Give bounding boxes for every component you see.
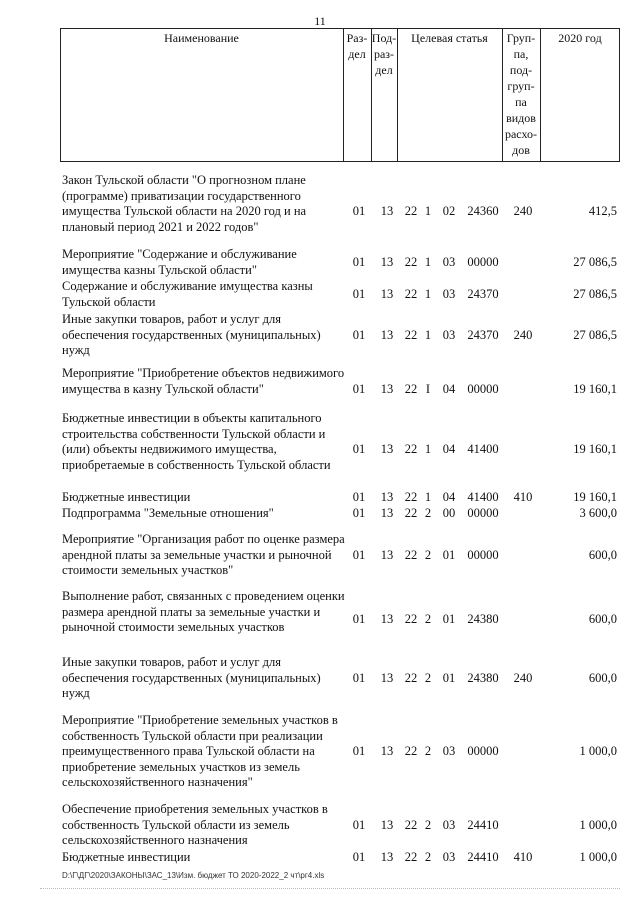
header-razdel: Раз- дел [346, 31, 368, 61]
row-a: 22 [404, 744, 418, 758]
row-c: 04 [442, 490, 456, 504]
row-c: 01 [442, 612, 456, 626]
row-a: 22 [404, 328, 418, 342]
row-d: 00000 [467, 382, 499, 396]
row-c: 03 [442, 255, 456, 269]
row-d: 24370 [467, 328, 499, 342]
row-d: 24410 [467, 850, 499, 864]
header-year: 2020 год [558, 31, 602, 45]
row-name: Бюджетные инвестиции [62, 850, 191, 864]
row-razdel: 01 [352, 442, 366, 456]
row-a: 22 [404, 204, 418, 218]
page-number: 11 [314, 14, 326, 28]
row-d: 24380 [467, 671, 499, 685]
header-podrazdel: Под- раз- дел [371, 31, 397, 77]
row-c: 03 [442, 744, 456, 758]
row-c: 03 [442, 818, 456, 832]
row-razdel: 01 [352, 287, 366, 301]
row-name: Подпрограмма "Земельные отношения" [62, 506, 274, 520]
row-podrazdel: 13 [380, 255, 394, 269]
row-b: 2 [424, 850, 432, 864]
row-sum: 27 086,5 [573, 287, 617, 301]
row-name: Иные закупки товаров, работ и услуг для обеспечения государственных (муниципальных) нужд [62, 655, 321, 700]
row-b: 1 [424, 328, 432, 342]
row-podrazdel: 13 [380, 204, 394, 218]
row-podrazdel: 13 [380, 490, 394, 504]
row-name: Обеспечение приобретения земельных участков в собственность Тульской области из земель сельскохозяйственного назначения [62, 802, 328, 847]
row-name: Бюджетные инвестиции в объекты капитального строительства собственности Тульской области и (или) объекты недвижимого имущества, приобретаемые в собственность Тульской области [62, 411, 331, 472]
row-b: 1 [424, 442, 432, 456]
row-sum: 600,0 [588, 548, 617, 562]
row-d: 24410 [467, 818, 499, 832]
row-a: 22 [404, 442, 418, 456]
row-sum: 27 086,5 [573, 255, 617, 269]
row-sum: 19 160,1 [573, 490, 617, 504]
row-razdel: 01 [352, 850, 366, 864]
row-sum: 412,5 [588, 204, 617, 218]
row-name: Содержание и обслуживание имущества казны Тульской области [62, 279, 313, 309]
row-name: Мероприятие "Приобретение земельных участков в собственность Тульской области при реализации преимущественного права Тульской области на приобретение земельных участков из земель сельскохозяйственного назначения" [62, 713, 338, 789]
row-b: 1 [424, 255, 432, 269]
row-b: 2 [424, 744, 432, 758]
row-a: 22 [404, 287, 418, 301]
row-vid: 240 [513, 671, 533, 685]
row-a: 22 [404, 490, 418, 504]
row-name: Выполнение работ, связанных с проведением оценки размера арендной платы за земельные участки и рыночной стоимости земельных участков [62, 589, 345, 634]
header-name: Наименование [164, 31, 239, 45]
row-podrazdel: 13 [380, 850, 394, 864]
row-razdel: 01 [352, 818, 366, 832]
row-razdel: 01 [352, 744, 366, 758]
row-a: 22 [404, 548, 418, 562]
row-a: 22 [404, 612, 418, 626]
row-vid: 240 [513, 328, 533, 342]
footer-path: D:\Г\ДГ\2020\ЗАКОНЫ\ЗАС_13\Изм. бюджет ТО 2020-2022_2 чт\рг4.xls [62, 871, 325, 880]
row-c: 00 [442, 506, 456, 520]
row-c: 03 [442, 328, 456, 342]
row-d: 00000 [467, 548, 499, 562]
row-sum: 3 600,0 [579, 506, 617, 520]
row-c: 01 [442, 548, 456, 562]
row-name: Иные закупки товаров, работ и услуг для обеспечения государственных (муниципальных) нужд [62, 312, 321, 357]
row-b: 1 [424, 287, 432, 301]
row-name: Бюджетные инвестиции [62, 490, 191, 504]
row-d: 24360 [467, 204, 499, 218]
row-c: 03 [442, 850, 456, 864]
row-razdel: 01 [352, 548, 366, 562]
row-c: 04 [442, 382, 456, 396]
row-razdel: 01 [352, 382, 366, 396]
row-a: 22 [404, 382, 418, 396]
row-sum: 600,0 [588, 612, 617, 626]
row-razdel: 01 [352, 506, 366, 520]
row-podrazdel: 13 [380, 671, 394, 685]
row-d: 41400 [467, 490, 499, 504]
row-razdel: 01 [352, 490, 366, 504]
row-razdel: 01 [352, 204, 366, 218]
row-podrazdel: 13 [380, 442, 394, 456]
row-sum: 19 160,1 [573, 382, 617, 396]
row-d: 24370 [467, 287, 499, 301]
row-razdel: 01 [352, 612, 366, 626]
row-b: 2 [424, 506, 432, 520]
row-sum: 27 086,5 [573, 328, 617, 342]
row-podrazdel: 13 [380, 382, 394, 396]
header-group: Груп- па, под- груп- па видов расхо- дов [504, 31, 538, 157]
row-b: 2 [424, 612, 432, 626]
row-sum: 1 000,0 [579, 850, 617, 864]
row-podrazdel: 13 [380, 612, 394, 626]
row-vid: 410 [513, 850, 533, 864]
row-podrazdel: 13 [380, 548, 394, 562]
row-d: 00000 [467, 255, 499, 269]
row-podrazdel: 13 [380, 328, 394, 342]
row-razdel: 01 [352, 671, 366, 685]
row-sum: 600,0 [588, 671, 617, 685]
row-name: Мероприятие "Содержание и обслуживание имущества казны Тульской области" [62, 247, 297, 277]
row-podrazdel: 13 [380, 287, 394, 301]
row-a: 22 [404, 255, 418, 269]
row-name: Мероприятие "Приобретение объектов недвижимого имущества в казну Тульской области" [62, 366, 345, 396]
row-razdel: 01 [352, 328, 366, 342]
row-b: 1 [424, 204, 432, 218]
row-b: 2 [424, 548, 432, 562]
row-a: 22 [404, 850, 418, 864]
row-d: 41400 [467, 442, 499, 456]
row-sum: 19 160,1 [573, 442, 617, 456]
header-target: Целевая статья [411, 31, 488, 45]
row-b: I [425, 382, 431, 396]
row-b: 1 [424, 490, 432, 504]
row-b: 2 [424, 671, 432, 685]
row-podrazdel: 13 [380, 818, 394, 832]
scan-artifact [40, 888, 620, 890]
table-header [60, 28, 620, 162]
row-d: 00000 [467, 506, 499, 520]
row-c: 04 [442, 442, 456, 456]
row-podrazdel: 13 [380, 744, 394, 758]
row-razdel: 01 [352, 255, 366, 269]
row-sum: 1 000,0 [579, 818, 617, 832]
row-a: 22 [404, 671, 418, 685]
row-a: 22 [404, 818, 418, 832]
row-d: 24380 [467, 612, 499, 626]
row-c: 01 [442, 671, 456, 685]
row-c: 02 [442, 204, 456, 218]
row-vid: 240 [513, 204, 533, 218]
row-b: 2 [424, 818, 432, 832]
row-name: Мероприятие "Организация работ по оценке размера арендной платы за земельные участки и рыночной стоимости земельных участков" [62, 532, 345, 577]
row-c: 03 [442, 287, 456, 301]
row-podrazdel: 13 [380, 506, 394, 520]
row-name: Закон Тульской области "О прогнозном плане (программе) приватизации государственного имущества Тульской области на 2020 год и на плановый период 2021 и 2022 годов" [62, 173, 307, 234]
row-vid: 410 [513, 490, 533, 504]
row-sum: 1 000,0 [579, 744, 617, 758]
row-a: 22 [404, 506, 418, 520]
row-d: 00000 [467, 744, 499, 758]
